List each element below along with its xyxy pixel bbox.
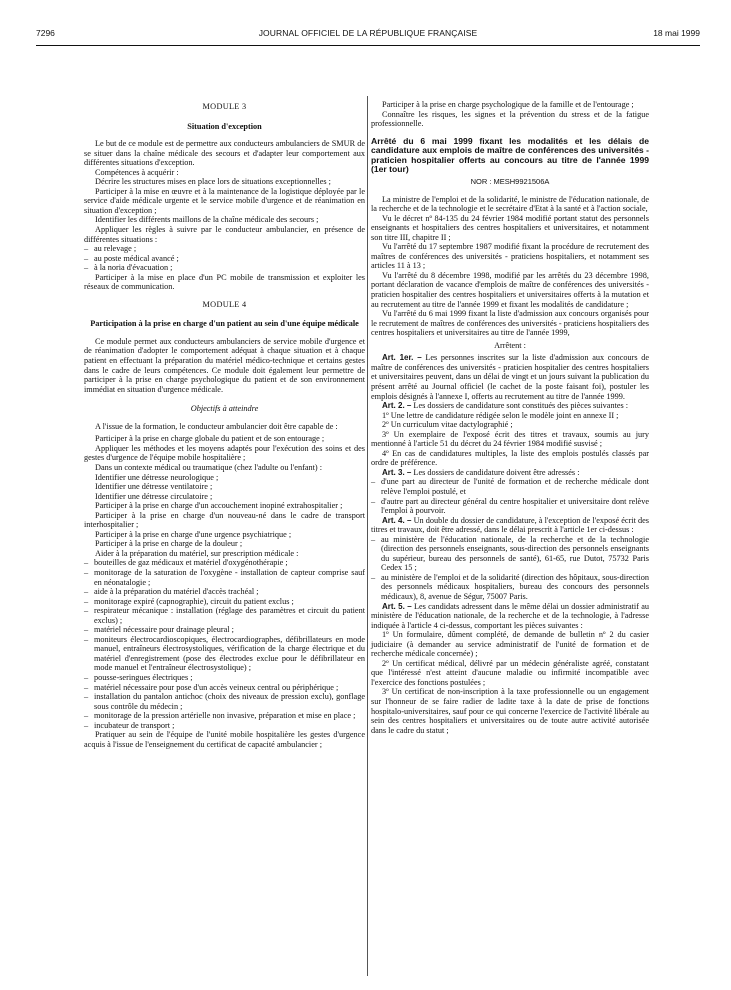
article-text: Les candidats adressent dans le même délai un dossier administratif au ministère de l'éducation nationale, de la recherche et de la technologie, à l'adresse indiquée à l'article 4 ci-dessus, comportant les pièces suivantes : (371, 601, 650, 630)
article-1 (371, 353, 649, 401)
decree-title: Arrêté du 6 mai 1999 fixant les modalités et les délais de candidature aux emplois de maître de conférences des universités - praticien hospitalier offerts au concours au titre de l'année 1999 (1er tour) (371, 135, 649, 175)
list-item: – au ministère de l'emploi et de la solidarité (direction des hôpitaux, sous-direction des personnels médicaux hospitaliers, bureau des concours des personnels médicaux), 8, avenue de Ségur, 75007 Paris. (371, 573, 649, 602)
list-item: – matériel nécessaire pour pose d'un accès veineux central ou périphérique ; (84, 683, 365, 693)
right-column (371, 100, 649, 735)
paragraph: Identifier les différents maillons de la chaîne médicale des secours ; (95, 215, 319, 225)
list-item: – aide à la préparation du matériel d'accès trachéal ; (84, 587, 365, 597)
paragraph: Participer à la prise en charge d'un nouveau-né dans le cadre de transport interhospitalier ; (84, 510, 365, 530)
list-item: – monitorage de la pression artérielle non invasive, préparation et mise en place ; (84, 711, 365, 721)
header-rule (36, 45, 700, 46)
paragraph: Identifier une détresse circulatoire ; (95, 491, 213, 501)
paragraph: Compétences à acquérir : (95, 167, 179, 177)
paragraph: Participer à la prise en charge psychologique de la famille et de l'entourage ; (382, 100, 634, 109)
article-3 (371, 468, 649, 478)
list-item: – au poste médical avancé ; (84, 254, 365, 264)
list-item: – incubateur de transport ; (84, 721, 365, 731)
paragraph: 1º Une lettre de candidature rédigée selon le modèle joint en annexe II ; (382, 410, 619, 420)
article-label: Art. 5. – (382, 601, 412, 611)
paragraph: 3º Un exemplaire de l'exposé écrit des titres et travaux, soumis au jury mentionné à l'article 51 du décret du 24 février 1984 modifié susvisé ; (371, 429, 649, 449)
paragraph: Vu l'arrêté du 17 septembre 1987 modifié fixant la procédure de recrutement des maîtres de conférences des universités - praticiens hospitaliers, et notamment ses articles 11 à 13 ; (371, 242, 649, 271)
paragraph: Pratiquer au sein de l'équipe de l'unité mobile hospitalière les gestes d'urgence acquis à l'issue de l'enseignement du certificat de capacité ambulancier ; (84, 730, 365, 749)
paragraph: Identifier une détresse ventilatoire ; (95, 482, 213, 492)
list-item: – d'une part au directeur de l'unité de formation et de recherche médicale dont relève l'emploi postulé, et (371, 477, 649, 496)
paragraph: Le but de ce module est de permettre aux conducteurs ambulanciers de SMUR de se situer dans la chaîne médicale des secours et d'adapter leur comportement aux différentes situations d'exception. (84, 139, 365, 168)
list-item: – moniteurs électrocardioscopiques, électrocardiographes, défibrillateurs en mode manuel, entraîneurs électrosystoliques, vérification de la charge électrique et du matériel d'enregistrement (pose des électrodes exclue pour le défibrillateur en mode manuel et l'entraîneur électrosystolique) ; (84, 635, 365, 673)
list-item: – installation du pantalon antichoc (choix des niveaux de pression exclu), gonflage sous contrôle du médecin ; (84, 692, 365, 711)
paragraph: Aider à la préparation du matériel, sur prescription médicale : (95, 548, 299, 558)
article-5 (371, 602, 649, 631)
paragraph: Vu l'arrêté du 6 mai 1999 fixant la liste d'admission aux concours organisés pour le recrutement de maîtres de conférences des universités - praticiens hospitaliers des centres hospitaliers et universitaires au titre de l'année 1999, (371, 309, 649, 338)
list-item: – pousse-seringues électriques ; (84, 673, 365, 683)
paragraph: Participer à la mise en œuvre et à la maintenance de la logistique déployée par le service d'aide médicale urgente et le service mobile d'urgence et de réanimation en situation d'exception ; (84, 186, 365, 215)
arretent-heading: Arrêtent : (494, 340, 526, 350)
article-label: Art. 3. – (382, 467, 412, 477)
paragraph: Vu le décret nº 84-135 du 24 février 1984 modifié portant statut des personnels enseignants et hospitaliers des centres hospitaliers et universitaires, et notamment son titre III, chapitre II ; (371, 213, 649, 242)
module4-title: Participation à la prise en charge d'un patient au sein d'une équipe médicale (90, 319, 359, 329)
paragraph: 2º Un curriculum vitae dactylographié ; (382, 420, 513, 430)
objectives-title: Objectifs à atteindre (190, 404, 259, 414)
page-number: 7296 (36, 28, 55, 38)
paragraph: Participer à la prise en charge d'une urgence psychiatrique ; (95, 529, 292, 539)
article-text: Les dossiers de candidature doivent être adressés : (413, 467, 580, 477)
paragraph: Ce module permet aux conducteurs ambulanciers de service mobile d'urgence et de réanimation d'adopter le comportement adéquat à chaque situation et à chaque patient en effectuant la préparation du matériel médico-technique et certains gestes dans le cadre de leurs compétences. Ce module doit également leur permettre de participer à la prise en charge psychologique du patient et de son environnement immédiat en situation d'urgence médicale. (84, 336, 365, 394)
paragraph: Participer à la prise en charge de la douleur ; (95, 539, 243, 549)
nor-reference: NOR : MESH9921506A (470, 177, 550, 187)
article-text: Les dossiers de candidature sont constitués des pièces suivantes : (413, 401, 629, 411)
module3-heading: MODULE 3 (202, 102, 247, 111)
paragraph: 3º Un certificat de non-inscription à la taxe professionnelle ou un engagement sur l'honneur de se faire radier de ladite taxe à la date de prise de fonctions hospitalo-universitaires, sauf pour ce qui concerne l'exercice de l'activité libérale au sein des centres hospitaliers et universitaires ou de toute autre activité autorisée dans le cadre du statut ; (371, 687, 649, 735)
article-label: Art. 4. – (382, 515, 412, 525)
paragraph: Décrire les structures mises en place lors de situations exceptionnelles ; (95, 177, 331, 187)
list-item: – bouteilles de gaz médicaux et matériel d'oxygénothérapie ; (84, 558, 365, 568)
list-item: – respirateur mécanique : installation (réglage des paramètres et circuit du patient exclus) ; (84, 606, 365, 625)
paragraph: Identifier une détresse neurologique ; (95, 472, 219, 482)
module4-heading: MODULE 4 (202, 299, 247, 309)
left-column (84, 100, 365, 749)
paragraph: Participer à la mise en place d'un PC mobile de transmission et exploiter les réseaux de communication. (84, 272, 365, 292)
paragraph: Vu l'arrêté du 8 décembre 1998, modifié par les arrêtés du 23 décembre 1998, portant déclaration de vacance d'emplois de maître de conférences des universités - praticien hospitalier des centres hospitaliers et universitaires offerts à la mutation et au recrutement au titre de l'année 1999 et fixant les modalités de candidature ; (371, 270, 649, 309)
paragraph: Appliquer les méthodes et les moyens adaptés pour l'exécution des soins et des gestes d'urgence de l'équipe mobile hospitalière ; (84, 443, 365, 463)
paragraph: Participer à la prise en charge globale du patient et de son entourage ; (95, 434, 325, 444)
list-item: – d'autre part au directeur général du centre hospitalier et universitaire dont relève l'emploi à pourvoir. (371, 497, 649, 516)
paragraph: A l'issue de la formation, le conducteur ambulancier doit être capable de : (95, 421, 338, 431)
list-item: – monitorage de la saturation de l'oxygène - installation de capteur comprise sauf en néonatalogie ; (84, 568, 365, 587)
journal-title: JOURNAL OFFICIEL DE LA RÉPUBLIQUE FRANÇAISE (258, 28, 478, 38)
list-item: – au relevage ; (84, 244, 365, 254)
paragraph: Participer à la prise en charge d'un accouchement inopiné extrahospitalier ; (95, 501, 343, 511)
column-divider (367, 96, 368, 976)
paragraph: 2º Un certificat médical, délivré par un médecin généraliste agréé, constatant que l'intéressé n'est atteint d'aucune maladie ou infirmité incompatible avec l'exercice des fonctions postulées ; (371, 658, 649, 687)
article-label: Art. 2. – (382, 401, 412, 411)
page-header (36, 28, 700, 42)
module3-title: Situation d'exception (187, 121, 262, 131)
article-label: Art. 1er. – (382, 353, 422, 363)
article-text: Les personnes inscrites sur la liste d'admission aux concours de maître de conférences des universités - praticien hospitalier des centres hospitaliers et universitaires peuvent, dans un délai de vingt et un jours suivant la publication du présent arrêté au Journal officiel (le cachet de la poste faisant foi), postuler les emplois désignés à l'annexe I, offerts au recrutement au titre de l'année 1999. (371, 353, 650, 401)
article-4 (371, 516, 649, 535)
issue-date: 18 mai 1999 (653, 28, 700, 38)
article-2 (371, 401, 649, 411)
paragraph: La ministre de l'emploi et de la solidarité, le ministre de l'éducation nationale, de la recherche et de la technologie et le secrétaire d'Etat à la santé et à l'action sociale, (371, 194, 649, 214)
list-item: – au ministère de l'éducation nationale, de la recherche et de la technologie (direction des personnels enseignants, sous-direction des personnels enseignants du supérieur, bureau des personnels de santé), 61-65, rue Dutot, 75732 Paris Cedex 15 ; (371, 535, 649, 573)
paragraph: 1º Un formulaire, dûment complété, de demande de bulletin nº 2 du casier judiciaire (à demander au service administratif de l'unité de formation et de recherche médicale concernée) ; (371, 630, 649, 659)
paragraph: 4º En cas de candidatures multiples, la liste des emplois postulés classés par ordre de préférence. (371, 448, 649, 468)
paragraph: Appliquer les règles à suivre par le conducteur ambulancier, en présence de différentes situations : (84, 225, 365, 244)
list-item: – à la noria d'évacuation ; (84, 263, 365, 273)
paragraph: Connaître les risques, les signes et la prévention du stress et de la fatigue professionnelle. (371, 109, 649, 129)
article-text: Un double du dossier de candidature, à l'exception de l'exposé écrit des titres et travaux, doit être adressé, dans le délai prescrit à l'article 1er ci-dessus : (371, 515, 650, 535)
paragraph: Dans un contexte médical ou traumatique (chez l'adulte ou l'enfant) : (95, 462, 323, 472)
list-item: – monitorage expiré (capnographie), circuit du patient exclus ; (84, 597, 365, 607)
list-item: – matériel nécessaire pour drainage pleural ; (84, 625, 365, 635)
